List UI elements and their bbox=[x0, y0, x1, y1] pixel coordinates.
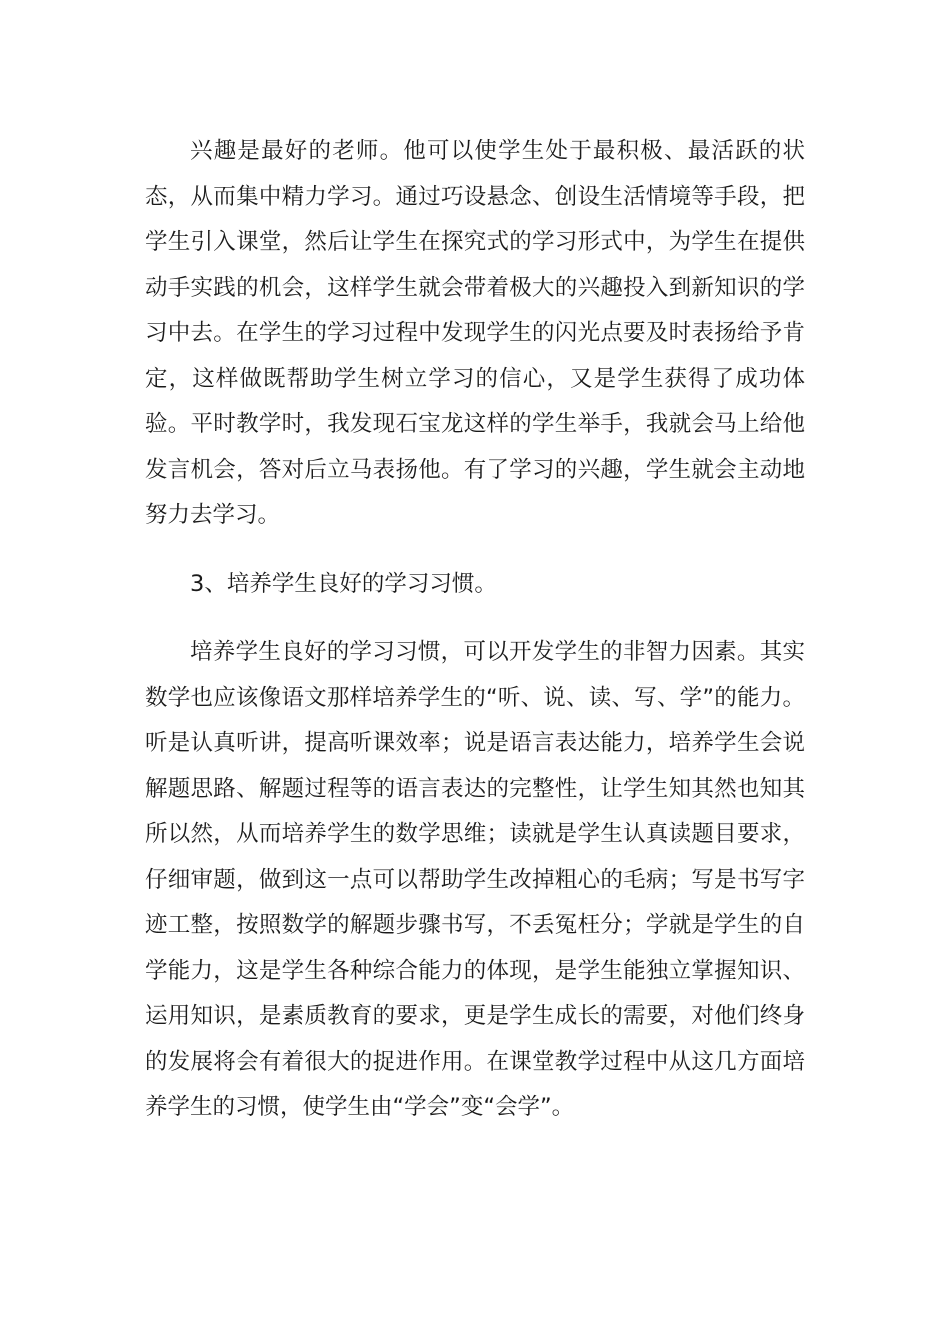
paragraph-habits: 培养学生良好的学习习惯，可以开发学生的非智力因素。其实数学也应该像语文那样培养学生的“听、说、读、写、学”的能力。听是认真听讲，提高听课效率；说是语言表达能力，培养学生会说解题思路、解题过程等的语言表达的完整性，让学生知其然也知其所以然，从而培养学生的数学思维；读就是学生认真读题目要求，仔细审题，做到这一点可以帮助学生改掉粗心的毛病；写是书写字迹工整，按照数学的解题步骤书写，不丢冤枉分；学就是学生的自学能力，这是学生各种综合能力的体现，是学生能独立掌握知识、运用知识，是素质教育的要求，更是学生成长的需要，对他们终身的发展将会有着很大的捉进作用。在课堂教学过程中从这几方面培养学生的习惯，使学生由“学会”变“会学”。 bbox=[145, 639, 805, 1120]
document-body bbox=[145, 129, 805, 1131]
section-heading-habits: 3、培养学生良好的学习习惯。 bbox=[190, 570, 497, 597]
paragraph-interest: 兴趣是最好的老师。他可以使学生处于最积极、最活跃的状态，从而集中精力学习。通过巧设悬念、创设生活情境等手段，把学生引入课堂，然后让学生在探究式的学习形式中，为学生在提供动手实践的机会，这样学生就会带着极大的兴趣投入到新知识的学习中去。在学生的学习过程中发现学生的闪光点要及时表扬给予肯定，这样做既帮助学生树立学习的信心，又是学生获得了成功体验。平时教学时，我发现石宝龙这样的学生举手，我就会马上给他发言机会，答对后立马表扬他。有了学习的兴趣，学生就会主动地努力去学习。 bbox=[145, 138, 805, 528]
